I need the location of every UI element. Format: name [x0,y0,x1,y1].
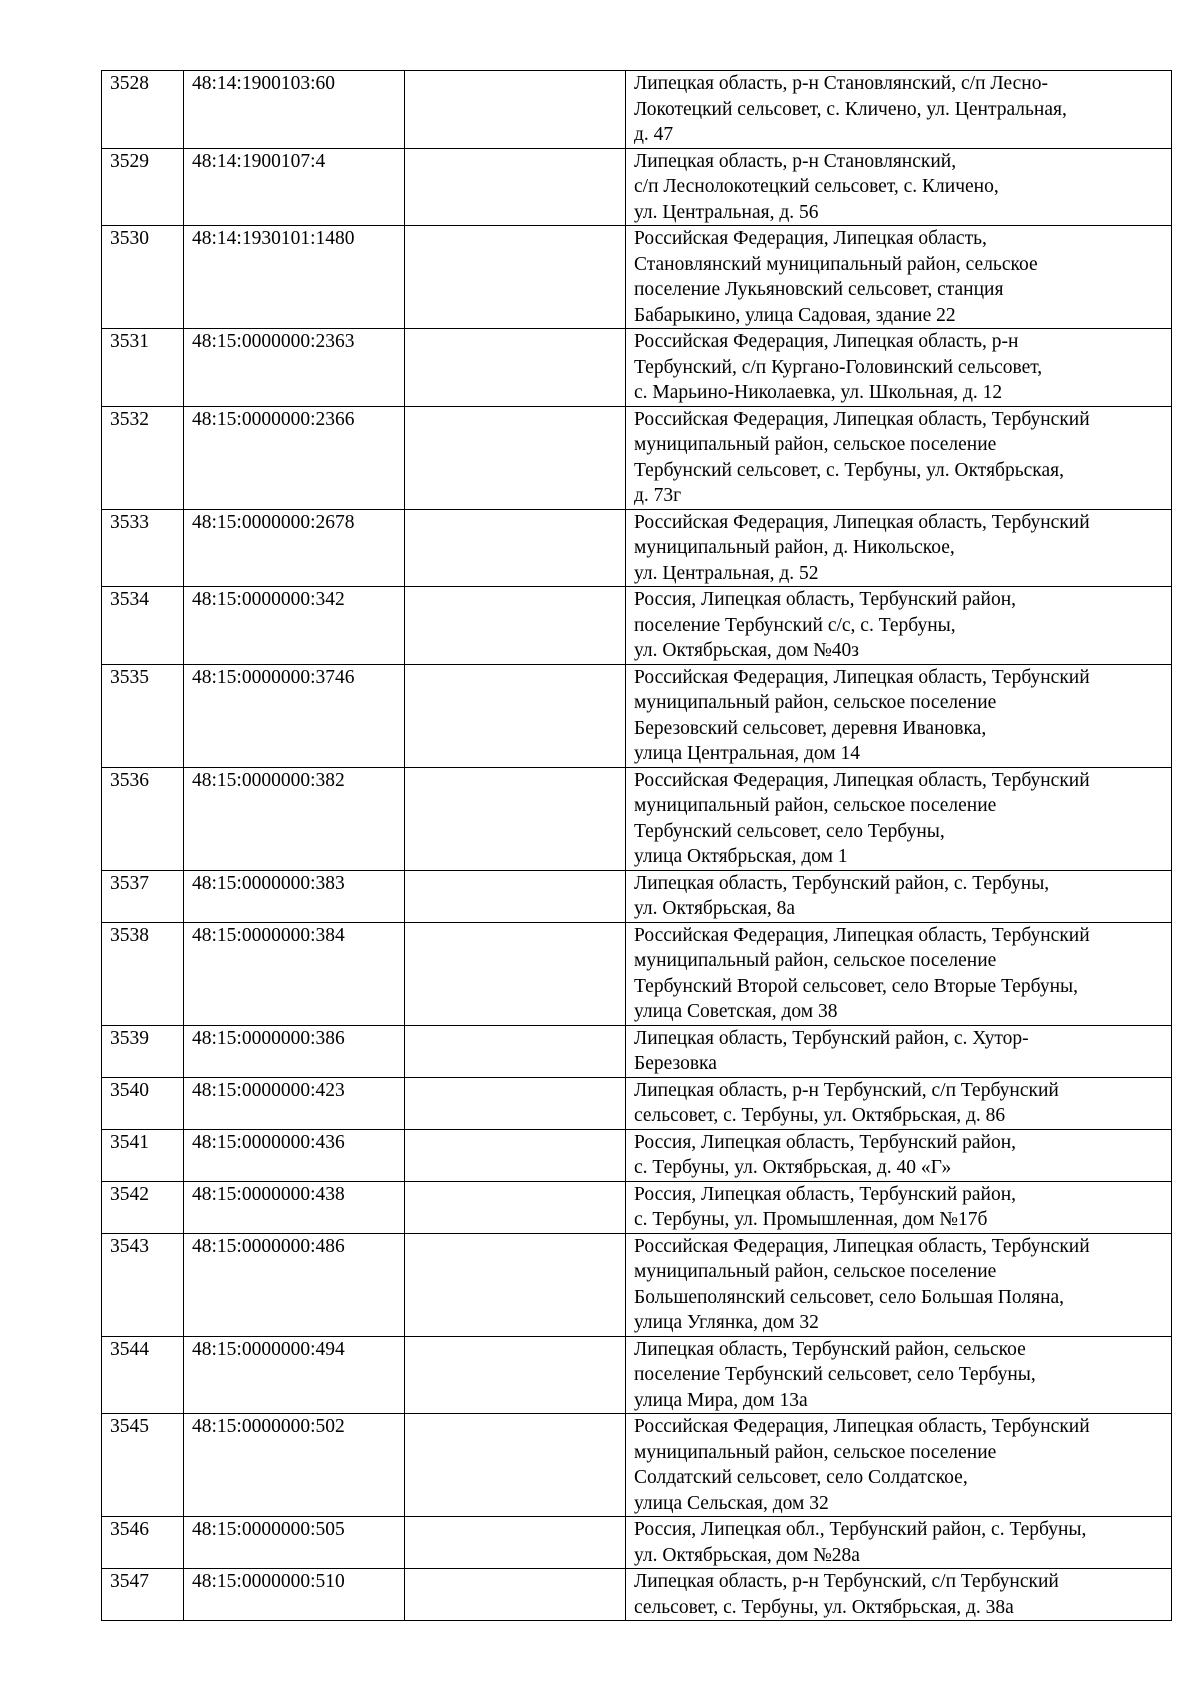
cadastral-number-cell: 48:15:0000000:438 [184,1181,405,1233]
empty-cell [405,71,626,149]
row-number-cell: 3529 [102,148,184,226]
empty-cell [405,148,626,226]
address-cell: Липецкая область, Тербунский район, с. Хутор- Березовка [626,1025,1172,1077]
empty-cell [405,870,626,922]
row-number-cell: 3534 [102,587,184,665]
table-row [102,148,1172,226]
row-number-cell: 3541 [102,1129,184,1181]
cadastral-number-cell: 48:15:0000000:382 [184,767,405,870]
table-row [102,767,1172,870]
table-row [102,1414,1172,1517]
cadastral-number-cell: 48:15:0000000:2678 [184,509,405,587]
row-number-cell: 3531 [102,329,184,407]
empty-cell [405,406,626,509]
empty-cell [405,509,626,587]
address-cell: Липецкая область, Тербунский район, сельское поселение Тербунский сельсовет, село Тербуны, улица Мира, дом 13а [626,1336,1172,1414]
row-number-cell: 3539 [102,1025,184,1077]
address-cell: Российская Федерация, Липецкая область, Становлянский муниципальный район, сельское поселение Лукьяновский сельсовет, станция Бабарыкино, улица Садовая, здание 22 [626,226,1172,329]
cadastral-number-cell: 48:15:0000000:384 [184,922,405,1025]
address-cell: Россия, Липецкая область, Тербунский район, с. Тербуны, ул. Промышленная, дом №17б [626,1181,1172,1233]
cadastral-number-cell: 48:15:0000000:386 [184,1025,405,1077]
empty-cell [405,1569,626,1621]
table-row [102,1181,1172,1233]
table-row [102,406,1172,509]
row-number-cell: 3536 [102,767,184,870]
address-cell: Липецкая область, р-н Тербунский, с/п Тербунский сельсовет, с. Тербуны, ул. Октябрьская, д. 86 [626,1077,1172,1129]
empty-cell [405,1517,626,1569]
cadastral-number-cell: 48:14:1900107:4 [184,148,405,226]
row-number-cell: 3530 [102,226,184,329]
cadastral-number-cell: 48:15:0000000:3746 [184,664,405,767]
empty-cell [405,1336,626,1414]
cadastral-number-cell: 48:15:0000000:502 [184,1414,405,1517]
document-page [101,70,1171,1621]
address-cell: Россия, Липецкая область, Тербунский район, с. Тербуны, ул. Октябрьская, д. 40 «Г» [626,1129,1172,1181]
row-number-cell: 3537 [102,870,184,922]
property-registry-table [101,70,1172,1621]
address-cell: Российская Федерация, Липецкая область, Тербунский муниципальный район, сельское поселение Березовский сельсовет, деревня Ивановка, улица Центральная, дом 14 [626,664,1172,767]
empty-cell [405,1077,626,1129]
row-number-cell: 3528 [102,71,184,149]
table-row [102,1517,1172,1569]
table-row [102,664,1172,767]
address-cell: Российская Федерация, Липецкая область, Тербунский муниципальный район, сельское поселение Солдатский сельсовет, село Солдатское, улица Сельская, дом 32 [626,1414,1172,1517]
cadastral-number-cell: 48:14:1900103:60 [184,71,405,149]
cadastral-number-cell: 48:15:0000000:436 [184,1129,405,1181]
empty-cell [405,1233,626,1336]
table-body [102,71,1172,1621]
empty-cell [405,329,626,407]
address-cell: Российская Федерация, Липецкая область, р-н Тербунский, с/п Кургано-Головинский сельсовет, с. Марьино-Николаевка, ул. Школьная, д. 12 [626,329,1172,407]
table-row [102,71,1172,149]
address-cell: Липецкая область, р-н Становлянский, с/п Лесно- Локотецкий сельсовет, с. Кличено, ул. Центральная, д. 47 [626,71,1172,149]
cadastral-number-cell: 48:15:0000000:510 [184,1569,405,1621]
table-row [102,1077,1172,1129]
address-cell: Россия, Липецкая область, Тербунский район, поселение Тербунский с/с, с. Тербуны, ул. Октябрьская, дом №40з [626,587,1172,665]
address-cell: Липецкая область, р-н Становлянский, с/п Леснолокотецкий сельсовет, с. Кличено, ул. Центральная, д. 56 [626,148,1172,226]
cadastral-number-cell: 48:15:0000000:2363 [184,329,405,407]
row-number-cell: 3538 [102,922,184,1025]
row-number-cell: 3540 [102,1077,184,1129]
cadastral-number-cell: 48:15:0000000:342 [184,587,405,665]
address-cell: Россия, Липецкая обл., Тербунский район, с. Тербуны, ул. Октябрьская, дом №28а [626,1517,1172,1569]
row-number-cell: 3544 [102,1336,184,1414]
address-cell: Российская Федерация, Липецкая область, Тербунский муниципальный район, сельское поселение Тербунский сельсовет, село Тербуны, улица Октябрьская, дом 1 [626,767,1172,870]
empty-cell [405,1414,626,1517]
cadastral-number-cell: 48:15:0000000:2366 [184,406,405,509]
cadastral-number-cell: 48:15:0000000:505 [184,1517,405,1569]
address-cell: Российская Федерация, Липецкая область, Тербунский муниципальный район, сельское поселение Тербунский Второй сельсовет, село Вторые Тербуны, улица Советская, дом 38 [626,922,1172,1025]
table-row [102,509,1172,587]
table-row [102,1025,1172,1077]
empty-cell [405,767,626,870]
table-row [102,922,1172,1025]
row-number-cell: 3542 [102,1181,184,1233]
address-cell: Российская Федерация, Липецкая область, Тербунский муниципальный район, сельское поселение Большеполянский сельсовет, село Большая Поляна, улица Углянка, дом 32 [626,1233,1172,1336]
table-row [102,226,1172,329]
empty-cell [405,664,626,767]
row-number-cell: 3545 [102,1414,184,1517]
address-cell: Липецкая область, Тербунский район, с. Тербуны, ул. Октябрьская, 8а [626,870,1172,922]
row-number-cell: 3543 [102,1233,184,1336]
table-row [102,870,1172,922]
table-row [102,1569,1172,1621]
cadastral-number-cell: 48:14:1930101:1480 [184,226,405,329]
row-number-cell: 3547 [102,1569,184,1621]
table-row [102,329,1172,407]
address-cell: Российская Федерация, Липецкая область, Тербунский муниципальный район, сельское поселение Тербунский сельсовет, с. Тербуны, ул. Октябрьская, д. 73г [626,406,1172,509]
empty-cell [405,1181,626,1233]
row-number-cell: 3546 [102,1517,184,1569]
cadastral-number-cell: 48:15:0000000:423 [184,1077,405,1129]
empty-cell [405,1129,626,1181]
empty-cell [405,922,626,1025]
table-row [102,1233,1172,1336]
empty-cell [405,1025,626,1077]
empty-cell [405,226,626,329]
table-row [102,587,1172,665]
cadastral-number-cell: 48:15:0000000:494 [184,1336,405,1414]
table-row [102,1129,1172,1181]
address-cell: Российская Федерация, Липецкая область, Тербунский муниципальный район, д. Никольское, ул. Центральная, д. 52 [626,509,1172,587]
row-number-cell: 3535 [102,664,184,767]
cadastral-number-cell: 48:15:0000000:486 [184,1233,405,1336]
empty-cell [405,587,626,665]
address-cell: Липецкая область, р-н Тербунский, с/п Тербунский сельсовет, с. Тербуны, ул. Октябрьская, д. 38а [626,1569,1172,1621]
cadastral-number-cell: 48:15:0000000:383 [184,870,405,922]
row-number-cell: 3533 [102,509,184,587]
table-row [102,1336,1172,1414]
row-number-cell: 3532 [102,406,184,509]
